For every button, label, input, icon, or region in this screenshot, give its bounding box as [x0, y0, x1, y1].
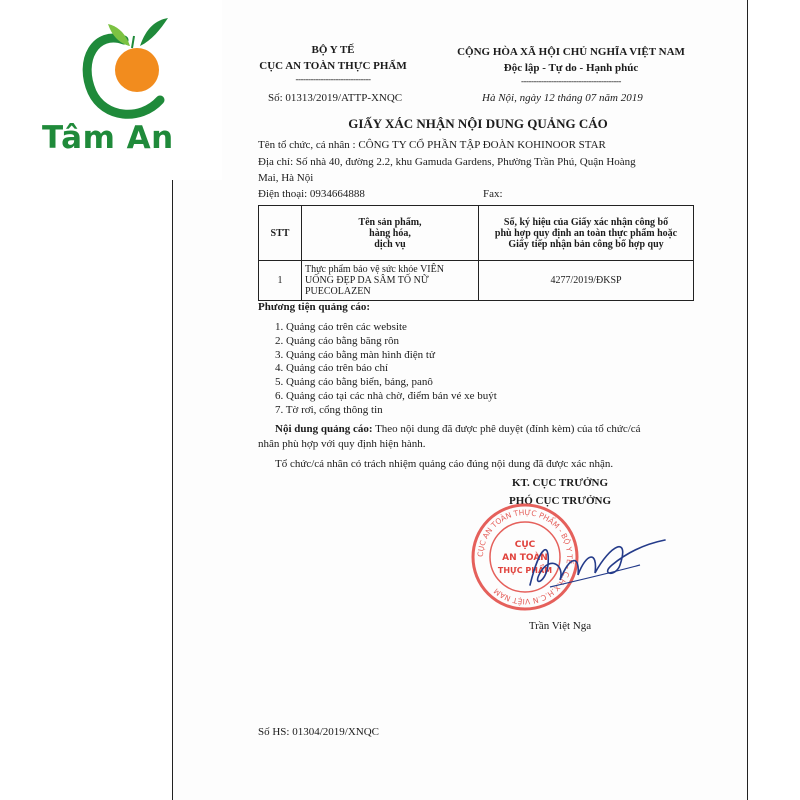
header-cert-line: Số, ký hiệu của Giấy xác nhận công bố: [503, 216, 669, 228]
orange-fruit-logo-icon: [0, 0, 222, 125]
divider-right: ----------------------------------------: [521, 76, 621, 86]
header-cert-line: phù hợp quy định an toàn thực phẩm hoặc: [494, 227, 678, 239]
national-motto: Độc lập - Tự do - Hạnh phúc: [503, 62, 639, 74]
header-certificate: [479, 206, 694, 261]
signer-on-behalf: KT. CỤC TRƯỞNG: [511, 477, 609, 489]
list-item: 4. Quảng cáo trên báo chí: [275, 362, 389, 375]
org-name: Tên tổ chức, cá nhân : CÔNG TY CỔ PHẦN TẬP ĐOÀN KOHINOOR STAR: [258, 139, 606, 151]
content-text: Theo nội dung đã được phê duyệt (đính kèm) của tổ chức/cá: [372, 423, 641, 435]
seal-center-text: CỤC: [514, 540, 536, 550]
header-stt: STT: [259, 206, 302, 261]
content-text-line2: nhân phù hợp với quy định hiện hành.: [258, 438, 426, 450]
list-item: 3. Quảng cáo bằng màn hình điện tử: [275, 348, 435, 361]
table-row: [259, 261, 694, 301]
signer-position: PHÓ CỤC TRƯỞNG: [508, 495, 612, 507]
product-table: [258, 205, 694, 301]
signer-name: Trần Việt Nga: [528, 620, 592, 632]
methods-list: [275, 321, 497, 418]
org-address-line2: Mai, Hà Nội: [258, 172, 314, 184]
ministry-name: BỘ Y TẾ: [311, 44, 355, 56]
handwritten-signature: [520, 525, 670, 600]
org-fax: Fax:: [483, 188, 503, 200]
cell-stt: 1: [259, 261, 302, 301]
org-phone: Điện thoại: 0934664888: [258, 188, 365, 200]
list-item: 2. Quảng cáo bằng băng rôn: [275, 334, 400, 347]
list-item: 6. Quảng cáo tại các nhà chờ, điểm bán vé xe buýt: [275, 389, 497, 402]
header-product-line: Tên sản phẩm,: [358, 216, 422, 228]
header-product: [302, 206, 479, 261]
document-title: GIẤY XÁC NHẬN NỘI DUNG QUẢNG CÁO: [348, 116, 608, 131]
divider-left: ------------------------------: [295, 74, 371, 84]
issue-date: Hà Nội, ngày 12 tháng 07 năm 2019: [482, 92, 643, 104]
list-item: 7. Tờ rơi, cổng thông tin: [275, 403, 383, 416]
header-product-line: dịch vụ: [374, 238, 406, 250]
cell-certificate: 4277/2019/ĐKSP: [479, 261, 694, 301]
cell-product: [302, 261, 479, 301]
cell-product-line: UỐNG ĐẸP DA SÂM TỐ NỮ: [305, 275, 429, 286]
document-number: Số: 01313/2019/ATTP-XNQC: [268, 92, 403, 104]
content-label: Nội dung quảng cáo:: [275, 423, 373, 435]
list-item: 5. Quảng cáo bằng biển, bảng, panô: [275, 376, 433, 389]
department-name: CỤC AN TOÀN THỰC PHẨM: [259, 60, 407, 72]
cell-product-line: PUECOLAZEN: [305, 286, 371, 297]
seal-ring-text: CỤC AN TOÀN THỰC PHẨM - BỘ Y TẾ - C.H.X.H.C.N VIỆT NAM: [475, 507, 575, 607]
brand-name: Tâm An: [42, 120, 174, 156]
responsibility-note: Tổ chức/cá nhân có trách nhiệm quảng cáo đúng nội dung đã được xác nhận.: [275, 458, 614, 470]
header-product-line: hàng hóa,: [369, 227, 411, 239]
seal-center-text: THỰC PHẨM: [497, 566, 553, 575]
table-header-row: [259, 206, 694, 261]
list-item: 1. Quảng cáo trên các website: [275, 321, 407, 333]
seal-center-text: AN TOÀN: [502, 553, 548, 563]
cell-product-line: Thực phẩm bảo vệ sức khỏe VIÊN: [305, 264, 444, 275]
hs-number: Số HS: 01304/2019/XNQC: [258, 726, 380, 738]
brand-logo: [0, 0, 222, 180]
org-address-line1: Địa chỉ: Số nhà 40, đường 2.2, khu Gamuda Gardens, Phường Trần Phú, Quận Hoàng: [258, 156, 636, 168]
methods-title: Phương tiện quảng cáo:: [258, 301, 371, 313]
content-paragraph: [275, 423, 641, 435]
header-cert-line: Giấy tiếp nhận bản công bố hợp quy: [508, 238, 664, 250]
country-name: CỘNG HÒA XÃ HỘI CHỦ NGHĨA VIỆT NAM: [457, 46, 685, 58]
